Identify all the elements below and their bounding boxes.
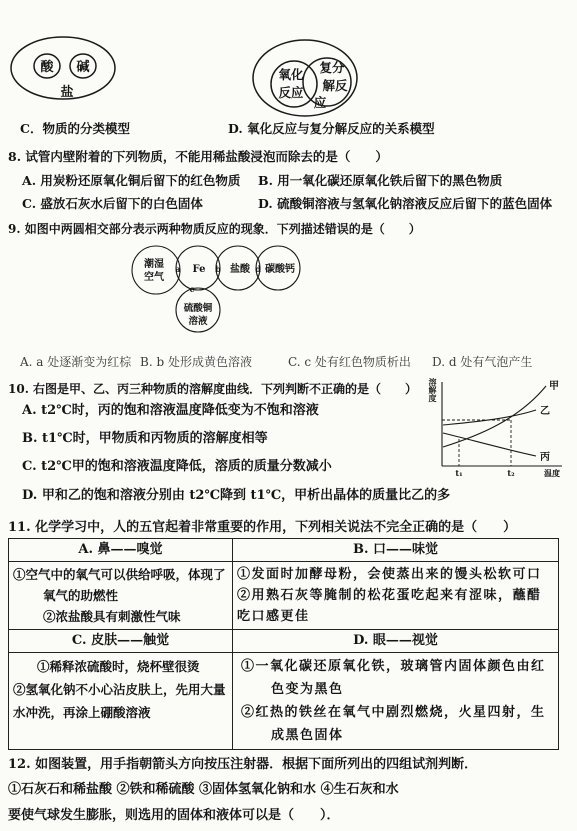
- q7-option-d: D. 氧化反应与复分解反应的关系模型: [228, 121, 435, 136]
- table-row: [9, 653, 559, 750]
- list-item: ②浓盐酸具有刺激性气味: [43, 609, 181, 624]
- q7-option-c: C．物质的分类模型: [20, 121, 130, 136]
- q8-option-a: A. 用炭粉还原氧化铜后留下的红色物质: [22, 173, 241, 188]
- q11-stem: 11. 化学学习中，人的五官起着非常重要的作用，下列相关说法不完全正确的是（ ）: [8, 520, 517, 535]
- header-skin-touch: C. 皮肤——触觉: [9, 630, 233, 653]
- list-item: ②用熟石灰等腌制的松花蛋吃起来有涩味，蘸醋吃口感更佳: [237, 588, 542, 624]
- list-item: ①一氧化碳还原氧化铁，玻璃管内固体颜色由红色变为黑色: [241, 659, 546, 697]
- oxidation-label-line1: 氧化: [278, 67, 304, 82]
- double-decomposition-label-line3: 应: [313, 95, 327, 110]
- double-decomposition-label-line1: 复分: [319, 60, 345, 75]
- q8-option-c: C. 盛放石灰水后留下的白色固体: [22, 196, 203, 211]
- moist-air-label-line1: 潮湿: [144, 259, 164, 270]
- copper-sulfate-label-line2: 溶液: [188, 316, 208, 327]
- table-header-row: [9, 630, 559, 653]
- cell-skin-touch: [9, 653, 233, 750]
- moist-air-circle: [132, 246, 180, 294]
- base-label: 碱: [76, 60, 90, 75]
- five-senses-table: [8, 538, 559, 750]
- cell-nose-smell: [9, 562, 233, 630]
- acid-label: 酸: [40, 60, 54, 75]
- q9-reaction-circles-diagram: [120, 240, 320, 340]
- q8-option-b: B. 用一氧化碳还原氧化铁后留下的黑色物质: [258, 173, 503, 188]
- header-mouth-taste: B. 口——味觉: [233, 539, 559, 562]
- classification-diagram: [0, 30, 130, 110]
- intersection-label-a: a: [175, 264, 181, 274]
- intersection-label-b: b: [215, 264, 221, 274]
- moist-air-label-line2: 空气: [144, 272, 164, 283]
- q10-option-b: B. t1℃时，甲物质和丙物质的溶解度相等: [22, 431, 268, 446]
- temperature-x-axis-label: 温度: [544, 468, 560, 478]
- intersection-label-d: d: [255, 264, 261, 274]
- curve-label-jia: 甲: [549, 381, 559, 392]
- table-header-row: [9, 539, 559, 562]
- q9-option-d: D. d 处有气泡产生: [432, 355, 533, 369]
- q12-question: 要使气球发生膨胀，则选用的固体和液体可以是（ ）．: [8, 808, 340, 823]
- q9-stem: 9. 如图中两圆相交部分表示两种物质反应的现象．下列描述错误的是（ ）: [8, 222, 421, 236]
- cell-mouth-taste: [233, 562, 559, 630]
- tick-label-t2: t₂: [507, 468, 515, 478]
- q10-stem: 10. 右图是甲、乙、丙三种物质的溶解度曲线．下列判断不正确的是（ ）: [8, 382, 418, 396]
- iron-label: Fe: [192, 264, 206, 275]
- header-eye-sight: D. 眼——视觉: [233, 630, 559, 653]
- q9-option-a: A. a 处逐渐变为红棕: [20, 355, 132, 369]
- list-item: ①稀释浓硫酸时，烧杯壁很烫: [37, 659, 200, 674]
- hydrochloric-acid-label: 盐酸: [230, 264, 250, 275]
- tick-label-t1: t₁: [455, 468, 463, 478]
- q12-reagents: ①石灰石和稀盐酸 ②铁和稀硫酸 ③固体氢氧化钠和水 ④生石灰和水: [8, 782, 399, 797]
- curve-label-bing: 丙: [540, 452, 550, 463]
- q8-stem: 8. 试管内壁附着的下列物质，不能用稀盐酸浸泡而除去的是（ ）: [8, 149, 388, 164]
- list-item: ②红热的铁丝在氧气中剧烈燃烧，火星四射，生成黑色固体: [241, 705, 546, 743]
- curve-bing: [443, 433, 536, 456]
- oxidation-label-line2: 反应: [278, 85, 304, 100]
- q9-option-c: C. c 处有红色物质析出: [288, 355, 411, 369]
- reaction-relation-diagram: [240, 30, 370, 125]
- list-item: ②氢氧化钠不小心沾皮肤上，先用大量水冲洗，再涂上硼酸溶液: [13, 682, 226, 720]
- double-decomposition-label-line2: 解反: [322, 78, 348, 93]
- q10-option-d: D. 甲和乙的饱和溶液分别由 t2℃降到 t1℃，甲析出晶体的质量比乙的多: [22, 488, 451, 503]
- curve-label-yi: 乙: [540, 406, 550, 417]
- cell-eye-sight: [233, 653, 559, 750]
- intersection-label-c: c: [189, 284, 195, 294]
- calcium-carbonate-label: 碳酸钙: [265, 264, 295, 275]
- q10-option-c: C. t2℃甲的饱和溶液温度降低，溶质的质量分数减小: [22, 459, 332, 474]
- list-item: ①空气中的氧气可以供给呼吸，体现了氧气的助燃性: [13, 567, 226, 603]
- q9-option-b: B. b 处形成黄色溶液: [140, 355, 252, 369]
- solubility-curve-figure: [428, 376, 573, 478]
- solubility-y-axis-label: 溶解度: [428, 378, 438, 402]
- table-row: [9, 562, 559, 630]
- salt-label: 盐: [60, 85, 74, 100]
- curve-yi: [443, 410, 536, 425]
- curve-jia: [443, 386, 546, 447]
- q8-option-d: D. 硫酸铜溶液与氢氧化钠溶液反应后留下的蓝色固体: [258, 196, 553, 211]
- header-nose-smell: A. 鼻——嗅觉: [9, 539, 233, 562]
- q10-option-a: A. t2℃时，丙的饱和溶液温度降低变为不饱和溶液: [22, 403, 319, 418]
- copper-sulfate-label-line1: 硫酸铜: [183, 303, 213, 314]
- q12-stem: 12. 如图装置，用手指朝箭头方向按压注射器．根据下面所列出的四组试剂判断．: [8, 757, 478, 772]
- list-item: ①发面时加酵母粉，会使蒸出来的馒头松软可口: [237, 567, 542, 582]
